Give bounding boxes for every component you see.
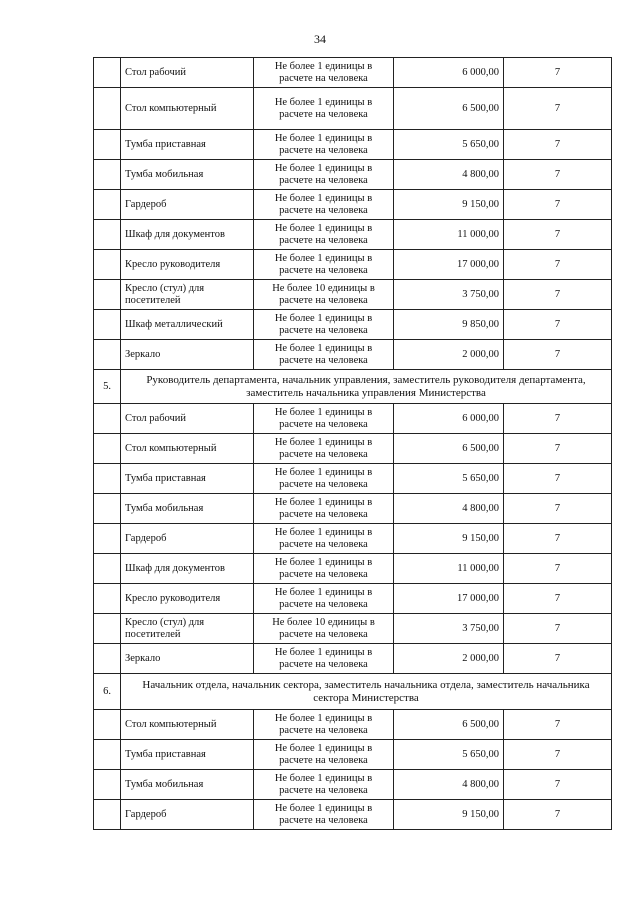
table-row (94, 280, 612, 310)
row-number-cell (94, 740, 121, 770)
item-price: 4 800,00 (394, 494, 504, 524)
item-service-years: 7 (504, 58, 612, 88)
item-norm: Не более 1 единицы в расчете на человека (254, 800, 394, 830)
table-row (94, 464, 612, 494)
row-number-cell (94, 524, 121, 554)
item-name: Тумба приставная (121, 464, 254, 494)
row-number-cell (94, 160, 121, 190)
item-price: 6 000,00 (394, 404, 504, 434)
item-norm: Не более 1 единицы в расчете на человека (254, 770, 394, 800)
item-service-years: 7 (504, 464, 612, 494)
row-number-cell (94, 404, 121, 434)
item-service-years: 7 (504, 280, 612, 310)
item-norm: Не более 1 единицы в расчете на человека (254, 130, 394, 160)
item-norm: Не более 1 единицы в расчете на человека (254, 464, 394, 494)
item-name: Гардероб (121, 800, 254, 830)
row-number-cell (94, 190, 121, 220)
table-row (94, 250, 612, 280)
item-name: Стол компьютерный (121, 434, 254, 464)
item-price: 5 650,00 (394, 464, 504, 494)
item-price: 9 850,00 (394, 310, 504, 340)
table-row (94, 58, 612, 88)
item-service-years: 7 (504, 340, 612, 370)
item-price: 4 800,00 (394, 160, 504, 190)
table-row (94, 644, 612, 674)
item-name: Стол компьютерный (121, 710, 254, 740)
section-number: 5. (94, 370, 121, 404)
item-service-years: 7 (504, 554, 612, 584)
table-row (94, 554, 612, 584)
row-number-cell (94, 58, 121, 88)
item-norm: Не более 1 единицы в расчете на человека (254, 340, 394, 370)
item-norm: Не более 10 единицы в расчете на человека (254, 614, 394, 644)
row-number-cell (94, 584, 121, 614)
table-row (94, 584, 612, 614)
item-norm: Не более 1 единицы в расчете на человека (254, 644, 394, 674)
item-price: 9 150,00 (394, 800, 504, 830)
row-number-cell (94, 644, 121, 674)
item-name: Шкаф для документов (121, 220, 254, 250)
section-title: Начальник отдела, начальник сектора, заместитель начальника отдела, заместитель начальника сектора Министерства (121, 674, 612, 710)
item-norm: Не более 1 единицы в расчете на человека (254, 710, 394, 740)
item-service-years: 7 (504, 220, 612, 250)
item-service-years: 7 (504, 740, 612, 770)
item-norm: Не более 1 единицы в расчете на человека (254, 434, 394, 464)
item-service-years: 7 (504, 434, 612, 464)
item-price: 4 800,00 (394, 770, 504, 800)
item-price: 11 000,00 (394, 220, 504, 250)
table-row (94, 404, 612, 434)
item-price: 6 500,00 (394, 710, 504, 740)
item-name: Стол рабочий (121, 404, 254, 434)
table-row (94, 770, 612, 800)
row-number-cell (94, 220, 121, 250)
item-norm: Не более 1 единицы в расчете на человека (254, 524, 394, 554)
item-norm: Не более 1 единицы в расчете на человека (254, 554, 394, 584)
table-row (94, 340, 612, 370)
item-name: Кресло (стул) для посетителей (121, 614, 254, 644)
row-number-cell (94, 614, 121, 644)
item-norm: Не более 1 единицы в расчете на человека (254, 740, 394, 770)
item-name: Гардероб (121, 524, 254, 554)
section-header-row (94, 370, 612, 404)
item-norm: Не более 1 единицы в расчете на человека (254, 310, 394, 340)
item-name: Кресло (стул) для посетителей (121, 280, 254, 310)
table-row (94, 800, 612, 830)
item-price: 11 000,00 (394, 554, 504, 584)
item-price: 17 000,00 (394, 584, 504, 614)
item-price: 9 150,00 (394, 190, 504, 220)
item-norm: Не более 1 единицы в расчете на человека (254, 584, 394, 614)
item-norm: Не более 1 единицы в расчете на человека (254, 404, 394, 434)
item-price: 6 000,00 (394, 58, 504, 88)
page-number: 34 (314, 32, 326, 46)
table-row (94, 740, 612, 770)
item-norm: Не более 1 единицы в расчете на человека (254, 160, 394, 190)
item-name: Стол компьютерный (121, 88, 254, 130)
table-row (94, 434, 612, 464)
item-service-years: 7 (504, 770, 612, 800)
row-number-cell (94, 250, 121, 280)
item-service-years: 7 (504, 160, 612, 190)
table-row (94, 160, 612, 190)
item-norm: Не более 1 единицы в расчете на человека (254, 250, 394, 280)
row-number-cell (94, 770, 121, 800)
item-price: 6 500,00 (394, 434, 504, 464)
item-service-years: 7 (504, 494, 612, 524)
row-number-cell (94, 130, 121, 160)
item-name: Тумба мобильная (121, 494, 254, 524)
section-title: Руководитель департамента, начальник управления, заместитель руководителя департамента, заместитель начальника управления Министерства (121, 370, 612, 404)
item-norm: Не более 1 единицы в расчете на человека (254, 494, 394, 524)
item-service-years: 7 (504, 190, 612, 220)
table-row (94, 614, 612, 644)
item-name: Зеркало (121, 644, 254, 674)
table-row (94, 220, 612, 250)
item-service-years: 7 (504, 614, 612, 644)
item-norm: Не более 1 единицы в расчете на человека (254, 190, 394, 220)
item-name: Гардероб (121, 190, 254, 220)
item-norm: Не более 1 единицы в расчете на человека (254, 88, 394, 130)
item-service-years: 7 (504, 250, 612, 280)
item-price: 17 000,00 (394, 250, 504, 280)
section-header-row (94, 674, 612, 710)
item-norm: Не более 1 единицы в расчете на человека (254, 58, 394, 88)
row-number-cell (94, 710, 121, 740)
table-row (94, 190, 612, 220)
item-norm: Не более 1 единицы в расчете на человека (254, 220, 394, 250)
table-row (94, 524, 612, 554)
table-row (94, 710, 612, 740)
item-name: Кресло руководителя (121, 250, 254, 280)
item-name: Тумба мобильная (121, 770, 254, 800)
item-name: Зеркало (121, 340, 254, 370)
row-number-cell (94, 310, 121, 340)
section-number: 6. (94, 674, 121, 710)
item-name: Тумба приставная (121, 740, 254, 770)
item-service-years: 7 (504, 584, 612, 614)
item-name: Тумба мобильная (121, 160, 254, 190)
item-price: 3 750,00 (394, 614, 504, 644)
row-number-cell (94, 554, 121, 584)
row-number-cell (94, 88, 121, 130)
item-price: 5 650,00 (394, 740, 504, 770)
table-row (94, 130, 612, 160)
item-name: Кресло руководителя (121, 584, 254, 614)
item-price: 5 650,00 (394, 130, 504, 160)
row-number-cell (94, 494, 121, 524)
item-service-years: 7 (504, 800, 612, 830)
item-service-years: 7 (504, 404, 612, 434)
item-name: Шкаф металлический (121, 310, 254, 340)
item-price: 9 150,00 (394, 524, 504, 554)
item-service-years: 7 (504, 88, 612, 130)
item-service-years: 7 (504, 644, 612, 674)
item-name: Стол рабочий (121, 58, 254, 88)
item-price: 2 000,00 (394, 644, 504, 674)
row-number-cell (94, 800, 121, 830)
row-number-cell (94, 434, 121, 464)
row-number-cell (94, 340, 121, 370)
item-norm: Не более 10 единицы в расчете на человека (254, 280, 394, 310)
table-row (94, 494, 612, 524)
item-service-years: 7 (504, 130, 612, 160)
item-service-years: 7 (504, 310, 612, 340)
item-name: Тумба приставная (121, 130, 254, 160)
item-service-years: 7 (504, 710, 612, 740)
row-number-cell (94, 280, 121, 310)
item-service-years: 7 (504, 524, 612, 554)
item-price: 3 750,00 (394, 280, 504, 310)
item-name: Шкаф для документов (121, 554, 254, 584)
item-price: 2 000,00 (394, 340, 504, 370)
furniture-norms-table (93, 57, 612, 830)
table-row (94, 310, 612, 340)
table-row (94, 88, 612, 130)
row-number-cell (94, 464, 121, 494)
item-price: 6 500,00 (394, 88, 504, 130)
